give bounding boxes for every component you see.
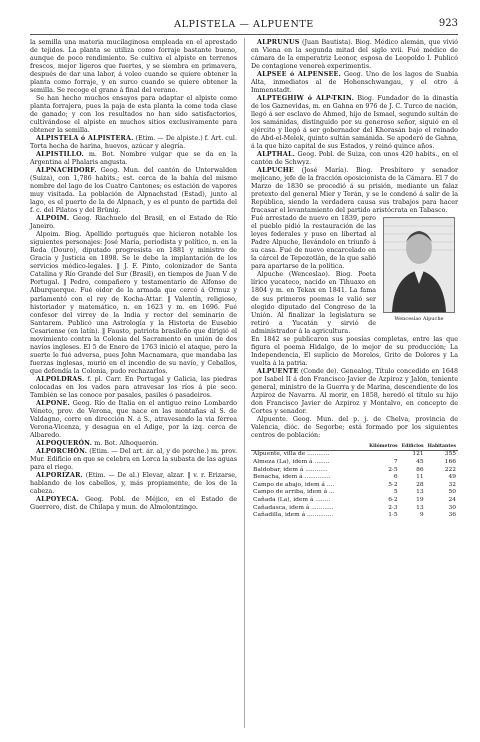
table-cell-number: 6·2: [388, 496, 398, 503]
dictionary-entry: [30, 151, 237, 167]
table-row: [251, 489, 458, 497]
table-cell-place: Benacha, idem á ..............: [253, 474, 331, 481]
entry-text: Geog. Riachuelo del Brasil, en el Estado de Río Janeiro.: [30, 215, 237, 231]
table-cell-number: 45: [416, 458, 424, 465]
paragraph: Se han hecho muchos ensayos para adaptar el alpiste como planta forrajera, pues la paja de esta planta la come toda clase de ganado; y con los resultados no han sido satisfactorios, cultivándose el alpiste en muchos sitios exclusivamente para obtener la semilla.: [30, 95, 237, 135]
dictionary-entry: [251, 71, 458, 95]
dictionary-entry: [30, 376, 237, 400]
entry-text: (Etim. — De al.) Elevar, alzar. ‖ v. r. Erizarse, hablando de los cabellos, y, más propiamente, de los de la cabeza.: [30, 471, 237, 495]
entry-text: Geog. Pobl. de Suiza, con unos 420 habits., en el cantón de Schwyz.: [251, 151, 458, 167]
entry-headword: ALPTEGHIW ó ALP-TKIN.: [257, 95, 354, 103]
table-cell-number: 5: [393, 489, 398, 496]
table-cell-number: 11: [416, 474, 424, 481]
table-body: [251, 451, 458, 520]
portrait-block: [251, 215, 458, 335]
dictionary-entry: [30, 215, 237, 231]
table-cell-place: Campo de abajo, idem á ....: [253, 481, 335, 488]
entry-headword: ALPISTILLO.: [36, 151, 84, 159]
table-row: [251, 474, 458, 482]
table-cell-number: 222: [444, 466, 456, 473]
table-cell-number: [367, 451, 400, 459]
table-cell-number: 9: [419, 512, 424, 519]
entry-headword: ALPUCHE: [257, 167, 294, 175]
entry-text: (Etim. — Del art. ár. al, y de porche.) m. prov. Mur. Edificio en que se celebra en Lorca la subasta de las aguas para el riego.: [30, 447, 237, 471]
entry-headword: ALPUENTE: [257, 367, 299, 375]
entry-headword: ALPNACHDORF.: [36, 167, 97, 175]
column-rule: [244, 38, 245, 728]
entry-text: (Conde de). Genealog. Título concedido en 1648 por Isabel II á don Francisco Javier de Azpiroz y Jalón, teniente general, ministro de la Guerra y de Marina, descendiente de los Azpiroz de Navarra. Al morir, en 1858, heredó el título su hijo don Francisco Javier de Azpiroz y Montalvo, en concepto de Cortes y senador.: [251, 367, 458, 415]
table-row: [251, 505, 458, 513]
table-cell-place: Baldobar, idem á ............: [253, 466, 328, 473]
table-cell-place: Almeza (La), idem á ........: [253, 458, 330, 465]
table-header: Kilómetros: [367, 443, 400, 451]
table-cell-number: 24: [448, 496, 456, 503]
dictionary-entry: [30, 400, 237, 440]
dictionary-entry: [30, 496, 237, 512]
running-header: [30, 18, 458, 35]
entry-headword: ALPOLDRAS.: [36, 375, 85, 383]
table-row: [251, 497, 458, 505]
entry-text: Biog. Fundador de la dinastía de los Gaznevidas, m. en Gahna en 976 de J. C. Turco de nación, llegó á ser esclavo de Ahmed, hijo de Ismael, segundo sultán de los samánidas, distinguido por su generoso señor, siguió en el ejército y llegó á ser gobernador del Khorasán bajo el reinado de Abd-el-Melek, quinto sultán samánida. Se apoderó de Gahna, á la que hizo capital de sus Estados, y reinó quince años.: [251, 95, 459, 151]
entry-headword: ALPORIZAR.: [36, 471, 83, 479]
table-cell-number: 28: [416, 481, 424, 488]
paragraph: Fué arrestado de nuevo en 1839, pero el pueblo pidió la restauración de las leyes federales y puso en libertad al Padre Alpuche, llevándolo en triunfo á su casa. Fué de nuevo encarcelado en la cárcel de Tepozotlán, de la que salió para apartarse de la política.: [251, 215, 376, 271]
portrait-figure: [380, 217, 458, 323]
entry-text: (José María). Biog. Presbítero y senador mejicano, jefe de la fracción oposicionista de la Cámara. El 7 de Marzo de 1830 se procedió á su prisión, mediante un falaz pretexto del general Mier y Terán, y se le condenó á salir de la República, siendo la verdadera causa sus trabajos para hacer fracasar el levantamiento del partido aristócrata en Tabasco.: [251, 167, 458, 215]
entry-text: f. pl. Carr. En Portugal y Galicia, las piedras colocadas en los vados para atravesar los ríos á pie seco. También se las conoce por pasales, pasiles ó pasadeiros.: [30, 375, 237, 399]
table-cell-number: 2·3: [388, 504, 398, 511]
table-cell-number: 121: [412, 451, 424, 458]
dictionary-page: [30, 18, 458, 728]
entry-text: Geog. Uno de los lagos de Suabia Alta, inmediatos al de Hohenschwangau, y el otro á Immenstadt.: [251, 71, 458, 95]
page-number: 923: [438, 18, 458, 29]
table-cell-number: 49: [448, 474, 456, 481]
table-cell-number: 7: [393, 458, 398, 465]
entry-text: (Juan Bautista). Biog. Médico alemán, que vivió en Viena en la segunda mitad del siglo xvii. Fué médico de cámara de la emperatriz Leonor, esposa de Leopoldo I. Publicó De contagione venereà experimentis.: [251, 39, 458, 71]
table-cell-number: 30: [448, 504, 456, 511]
entry-headword: ALPORCHÓN.: [36, 447, 88, 455]
paragraph: Alpuche (Wenceslao). Biog. Poeta lírico yucateco, nacido en Tihuaxo en 1804 y m. en Tekax en 1841. La fama de sus primeros poemas le valió ser elegido diputado del Congreso de la Unión. Al finalizar la legislatura se retiró a Yucatán y sirvió de administrador á la agricultura.: [251, 271, 376, 335]
dictionary-entry: [251, 167, 458, 215]
table-cell-place: Alpuente, villa de ............: [253, 451, 330, 458]
table-cell-number: 5·2: [388, 481, 398, 488]
table-cell-number: 1·5: [388, 512, 398, 519]
entry-text: (Etim. — De alpiste.) f. Art. cul. Torta hecha de harina, huevos, azúcar y alegría.: [30, 135, 237, 151]
table-cell-number: 36: [448, 512, 456, 519]
right-column-entries-beside-portrait: [251, 215, 376, 335]
table-row: [251, 451, 458, 459]
table-cell-number: 6: [393, 474, 398, 481]
entry-headword: ALPONE.: [36, 399, 70, 407]
entry-headword: ALPTHAL.: [257, 151, 296, 159]
table-cell-number: 355: [444, 451, 456, 458]
portrait-image: [383, 217, 455, 313]
paragraph: Alpoim. Biog. Apellido portugués que hicieron notable los siguientes personajes: José María, periodista y político, n. en la Reda (Douro), diputado progresista en 1881 y ministro de Gracia y Justicia en 1898. Se le debe la implantación de los servicios médico-legales. ‖ J. F. Pinto, colonizador de Santa Catalina y Río Grande del Sur (Brasil), en tiempos de Juan V de Portugal. ‖ Pedro, compañero y testamentario de Alfonso de Alburquerque. Fué oidor de la armada que cercó á Ormuz y parlamentó con el rey de Kocha-Attar. ‖ Valentín, religioso, historiador y matemático, n. en 1623 y m. en 1696. Fué confesor del virrey de la India y rector del seminario de Santarem. Publicó una Astrología y la Historia de Eusebio Cesariense (en latín). ‖ Fausto, patriota brasileño que dirigió el movimiento contra la Colonia del Sacramento en unión de dos navíos ingleses. El 5 de Enero de 1763 inició el ataque, pero la suerte le fué adversa, pues John Macnamara, que mandaba las fuerzas inglesas, murió en el incendio de su navío, y Ceballos, que defendía la Colonia, pudo rechazarlos.: [30, 231, 237, 375]
table-cell-number: 32: [448, 481, 456, 488]
table-cell-place: Cañadilla, idem á ..............: [253, 512, 334, 519]
portrait-engraving: [384, 218, 454, 312]
table-cell-place: Campo de arriba, idem á ...: [253, 489, 335, 496]
entry-headword: ALPOIM.: [36, 215, 70, 223]
entry-headword: ALPSEE ó ALPENSEE.: [257, 71, 341, 79]
left-column: [30, 39, 237, 512]
dictionary-entry: [251, 368, 458, 416]
dictionary-entry: [251, 39, 458, 71]
dictionary-entry: [30, 167, 237, 215]
entry-text: Geog. Mun. del cantón de Unterwalden (Suiza), con 1,786 habits.; est. cerca de la bahía del mismo nombre del lago de los Cuatro Cantones; es estación de vapores muy visitada. La población de Alpnachstad (Estad), junto al lago, es el puerto de la de Alpnach, y es el punto de partida del f. c. del Pilatos y del Brünig.: [30, 167, 237, 215]
table-cell-number: 166: [444, 458, 456, 465]
table-cell-number: 50: [448, 489, 456, 496]
right-column-entries-top: [251, 39, 458, 215]
table-cell-number: 2·5: [388, 466, 398, 473]
entry-text: Geog. Pobl. de Méjico, en el Estado de Guerrero, dist. de Chilapa y mun. de Almolontzingo.: [30, 495, 237, 511]
paragraph: Alpuente. Geog. Mun. del p. j. de Chelva, provincia de Valencia, dióc. de Segorbe; está formado por los siguientes centros de población:: [251, 415, 458, 439]
table-cell-number: 13: [416, 489, 424, 496]
entry-text: m. Bot. Nombre vulgar que se da en la Argentina al Phalaris angusta.: [30, 151, 237, 167]
entry-headword: ALPOQUERÓN.: [36, 439, 93, 447]
right-column: [251, 39, 458, 520]
portrait-caption: Wenceslao Alpuche: [394, 316, 444, 323]
entry-headword: ALPOYECA.: [36, 495, 80, 503]
table-cell-place: Cañada (La), idem á ........: [253, 496, 331, 503]
entry-headword: ALPISTELA ó ALPISTERA.: [36, 135, 134, 143]
paragraph: la semilla una materia mucilaginosa empleada en el aprestado de tejidos. La planta se utiliza como forraje bastante bueno, aunque de poco rendimiento. Se cultiva el alpiste en terrenos frescos, mejor ligeros que fuertes, y se siembra en primavera, después de dar una labor, á voleo cuando se quiere obtener la planta como forraje, y en surco cuando se quiere obtener la semilla. Se recoge el grano á final del verano.: [30, 39, 237, 95]
dictionary-entry: [30, 448, 237, 472]
table-cell-place: Cañadasca, idem á ............: [253, 504, 334, 511]
right-column-entries-bottom: [251, 336, 458, 440]
table-row: [251, 512, 458, 520]
dictionary-entry: [251, 151, 458, 167]
entry-text: m. Bot. Alhoquerón.: [94, 439, 159, 447]
table-cell-number: 13: [416, 504, 424, 511]
table-cell-number: 19: [416, 496, 424, 503]
population-table: [251, 443, 458, 520]
dictionary-entry: [30, 472, 237, 496]
dictionary-entry: [30, 135, 237, 151]
table-header: Edificios: [400, 443, 426, 451]
table-header: Habitantes: [426, 443, 458, 451]
entry-headword: ALPRUNUS: [257, 39, 300, 46]
header-title: ALPISTELA — ALPUENTE: [174, 19, 314, 30]
dictionary-entry: [251, 95, 458, 151]
table-cell-number: 86: [416, 466, 424, 473]
entry-text: Geog. Río de Italia en el antiguo reino Lombardo Véneto, prov. de Verona, que nace en las montañas al S. de Valdagno, corre en dirección N. á S., atravesando la via férrea Verona-Vicenza, y desagua en el Adige, por la izq. cerca de Albaredo.: [30, 399, 237, 439]
dictionary-entry: [30, 440, 237, 448]
table-header: [251, 443, 367, 451]
table-header-row: [251, 443, 458, 451]
table-row: [251, 459, 458, 467]
paragraph: En 1842 se publicaron sus poesías completas, entre las que figura el poema Hidalgo, de lo mejor de su producción; La Independencia, El suplicio de Morelos, Grito de Dolores y La vuelta á la patria.: [251, 335, 458, 367]
